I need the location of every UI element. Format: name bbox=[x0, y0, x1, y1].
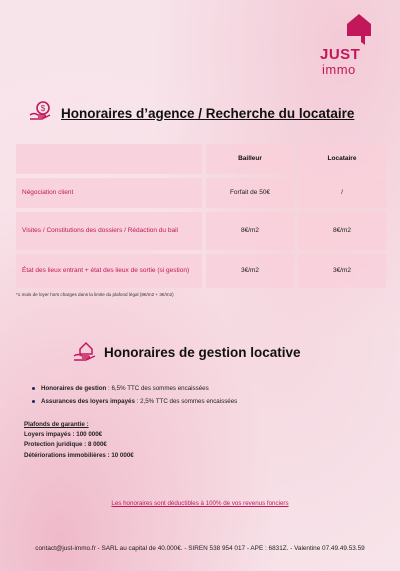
table-header-row bbox=[16, 144, 386, 174]
list-item bbox=[32, 385, 237, 392]
management-fees-list bbox=[32, 385, 237, 411]
row-bailleur-value: Forfait de 50€ bbox=[206, 178, 294, 208]
bullet-text: : 2,5% TTC des sommes encaissées bbox=[134, 398, 238, 405]
bullet-label: Assurances des loyers impayés bbox=[41, 398, 135, 405]
row-label: État des lieux entrant + état des lieux de sortie (si gestion) bbox=[16, 254, 202, 288]
header-bailleur: Bailleur bbox=[206, 144, 294, 174]
bullet-label: Honoraires de gestion bbox=[41, 385, 107, 392]
bullet-text: : 6,5% TTC des sommes encaissées bbox=[106, 385, 209, 392]
svg-text:$: $ bbox=[40, 104, 46, 113]
table-row bbox=[16, 254, 386, 288]
just-immo-logo bbox=[318, 12, 378, 82]
cap-item: Détériorations immobilières : 10 000€ bbox=[24, 451, 134, 459]
table-row bbox=[16, 178, 386, 208]
header-locataire: Locataire bbox=[298, 144, 386, 174]
section-title-management-fees: Honoraires de gestion locative bbox=[104, 345, 301, 360]
table-footnote: *1 mois de loyer hors charges dans la limite du plafond légal (8€/m2 + 3€/m2) bbox=[16, 292, 174, 297]
caps-title: Plafonds de garantie : bbox=[24, 421, 89, 428]
cap-item: Protection juridique : 8 000€ bbox=[24, 441, 107, 449]
footer-contact: contact@just-immo.fr - SARL au capital de 40.000€. - SIREN 538 954 017 - APE : 6831Z. - Valentine 07.49.49.53.59 bbox=[35, 545, 365, 552]
header-empty-cell bbox=[16, 144, 202, 174]
row-locataire-value: / bbox=[298, 178, 386, 208]
table-row bbox=[16, 212, 386, 250]
row-label: Visites / Constitutions des dossiers / Rédaction du bail bbox=[16, 212, 202, 250]
house-hand-icon bbox=[72, 340, 98, 362]
logo-just-text: JUST bbox=[320, 46, 361, 63]
row-locataire-value: 3€/m2 bbox=[298, 254, 386, 288]
section-title-agency-fees: Honoraires d’agence / Recherche du locataire bbox=[61, 106, 355, 121]
list-item bbox=[32, 398, 237, 405]
row-bailleur-value: 3€/m2 bbox=[206, 254, 294, 288]
row-locataire-value: 8€/m2 bbox=[298, 212, 386, 250]
row-bailleur-value: 8€/m2 bbox=[206, 212, 294, 250]
guarantee-caps bbox=[24, 420, 134, 461]
tax-deductible-note: Les honoraires sont déductibles à 100% de vos revenus fonciers bbox=[111, 500, 289, 507]
house-logo-icon bbox=[344, 12, 374, 46]
cap-item: Loyers impayés : 100 000€ bbox=[24, 431, 103, 439]
row-label: Négociation client bbox=[16, 178, 202, 208]
logo-immo-text: immo bbox=[322, 62, 356, 77]
money-hand-icon bbox=[28, 100, 54, 122]
